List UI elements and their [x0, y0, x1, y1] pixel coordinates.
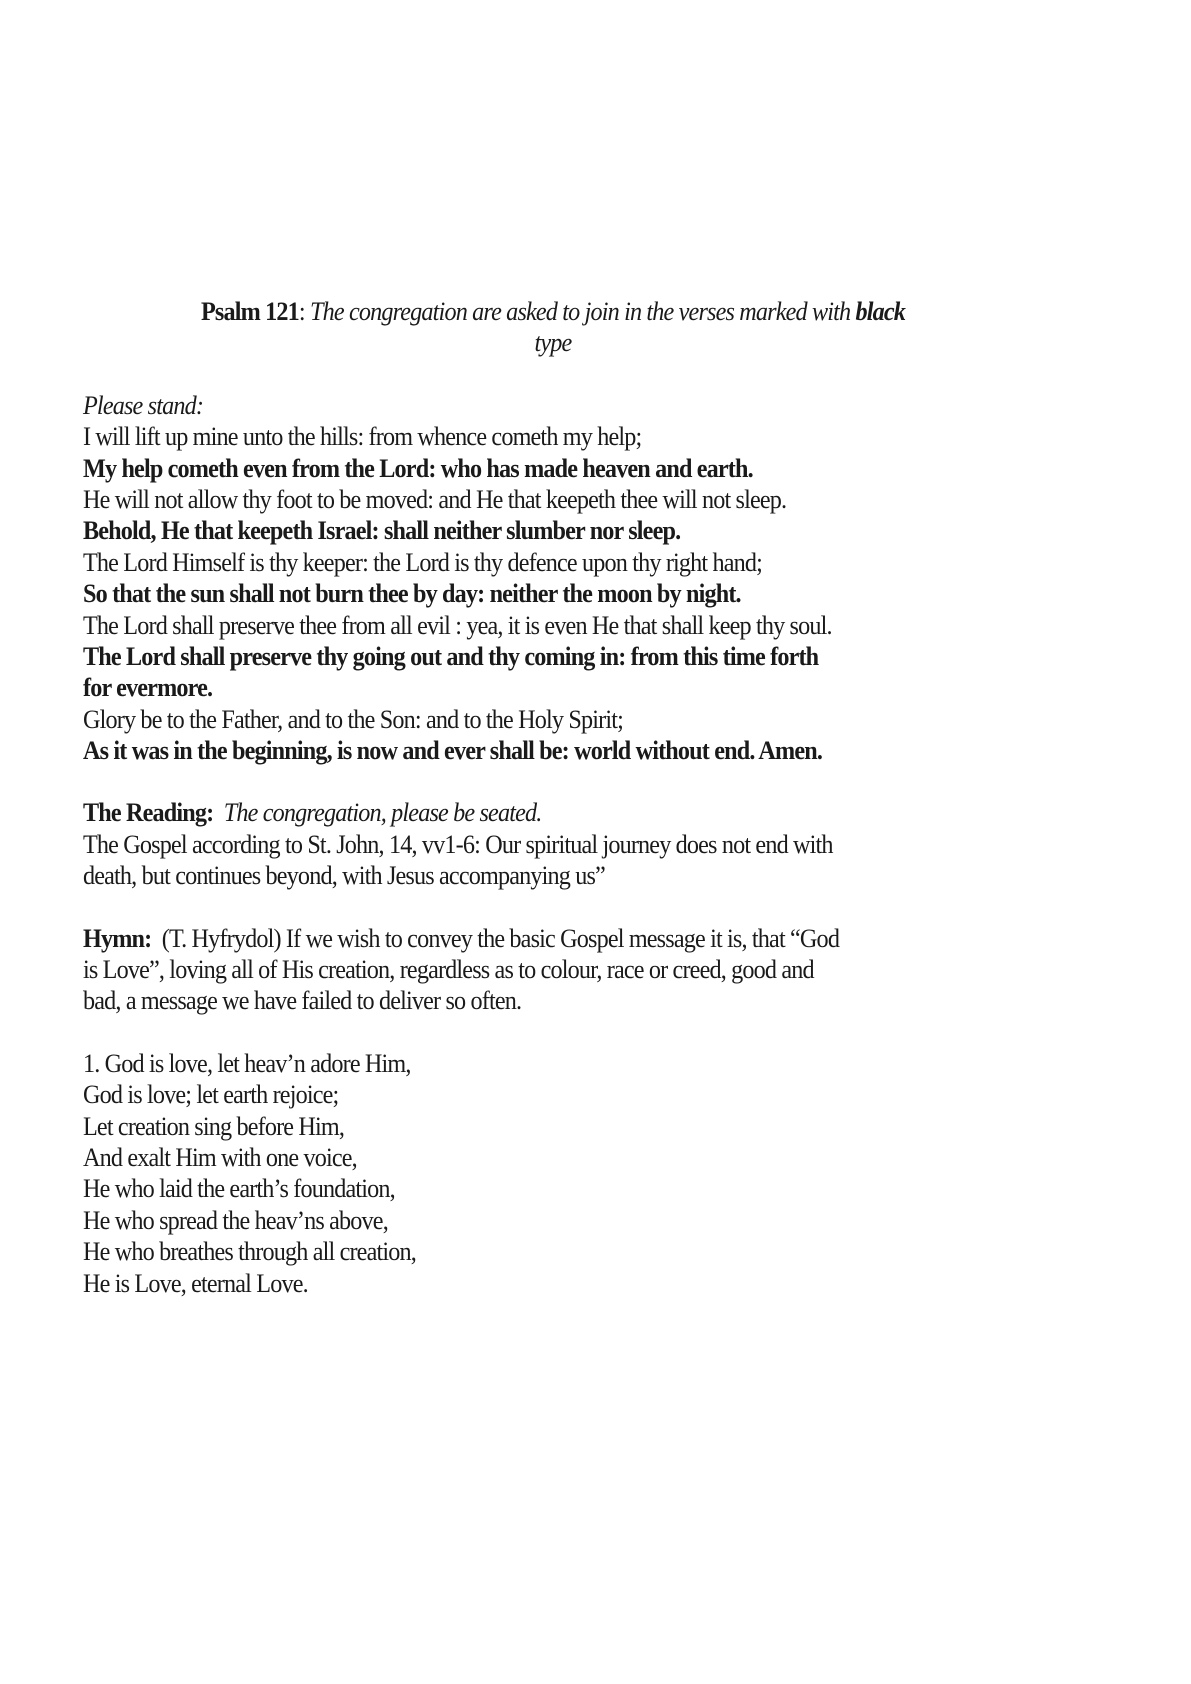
psalm-verse-line: Glory be to the Father, and to the Son: and to the Holy Spirit;: [83, 704, 623, 734]
psalm-instruction-line2: type: [534, 328, 572, 358]
hymn-heading: Hymn:: [83, 923, 152, 953]
document-page: [83, 296, 1023, 1299]
hymn-verse-line: And exalt Him with one voice,: [83, 1142, 357, 1172]
hymn-intro: (T. Hyfrydol) If we wish to convey the basic Gospel message it is, that “God: [161, 923, 840, 953]
hymn-intro-line: is Love”, loving all of His creation, regardless as to colour, race or creed, good and: [83, 955, 814, 985]
psalm-instruction: The congregation are asked to join in the verses marked with: [309, 297, 856, 326]
psalm-verse-line: The Lord Himself is thy keeper: the Lord is thy defence upon thy right hand;: [83, 547, 763, 577]
hymn-heading-line: [83, 923, 957, 954]
psalm-verse-line: I will lift up mine unto the hills: from whence cometh my help;: [83, 422, 642, 452]
psalm-heading-separator: :: [298, 297, 310, 326]
hymn-verse-line: 1. God is love, let heav’n adore Him,: [83, 1048, 411, 1078]
psalm-verse-line: As it was in the beginning, is now and ever shall be: world without end. Amen.: [83, 736, 823, 766]
hymn-verse-line: He who laid the earth’s foundation,: [83, 1174, 395, 1204]
psalm-verses: [83, 421, 1023, 766]
please-stand: Please stand:: [83, 390, 204, 420]
hymn-verse-line: God is love; let earth rejoice;: [83, 1080, 339, 1110]
hymn-verse-line: He who breathes through all creation,: [83, 1237, 416, 1267]
reading-line: death, but continues beyond, with Jesus accompanying us”: [83, 861, 605, 891]
reading-instruction: The congregation, please be seated.: [223, 798, 542, 828]
hymn-verse-line: Let creation sing before Him,: [83, 1111, 345, 1141]
hymn-verse: [83, 1048, 1023, 1299]
psalm-verse-line: The Lord shall preserve thee from all evil : yea, it is even He that shall keep thy soul.: [83, 610, 832, 640]
reading-heading-line: [83, 797, 957, 828]
psalm-instruction-bold: black: [855, 297, 906, 326]
psalm-verse-line: He will not allow thy foot to be moved: and He that keepeth thee will not sleep.: [83, 484, 787, 514]
psalm-verse-line: The Lord shall preserve thy going out and thy coming in: from this time forth: [83, 641, 819, 671]
reading-heading: The Reading:: [83, 798, 214, 828]
reading-line: The Gospel according to St. John, 14, vv1-6: Our spiritual journey does not end with: [83, 829, 833, 859]
psalm-heading-line: [116, 296, 990, 327]
hymn-verse-line: He who spread the heav’ns above,: [83, 1205, 388, 1235]
psalm-verse-line: My help cometh even from the Lord: who has made heaven and earth.: [83, 453, 753, 483]
psalm-verse-line: So that the sun shall not burn thee by day: neither the moon by night.: [83, 579, 741, 609]
hymn-intro-line: bad, a message we have failed to deliver so often.: [83, 986, 522, 1016]
psalm-verse-line: Behold, He that keepeth Israel: shall neither slumber nor sleep.: [83, 516, 681, 546]
hymn-verse-line: He is Love, eternal Love.: [83, 1268, 308, 1298]
psalm-heading: Psalm 121: [200, 297, 299, 326]
psalm-verse-line: for evermore.: [83, 673, 213, 703]
